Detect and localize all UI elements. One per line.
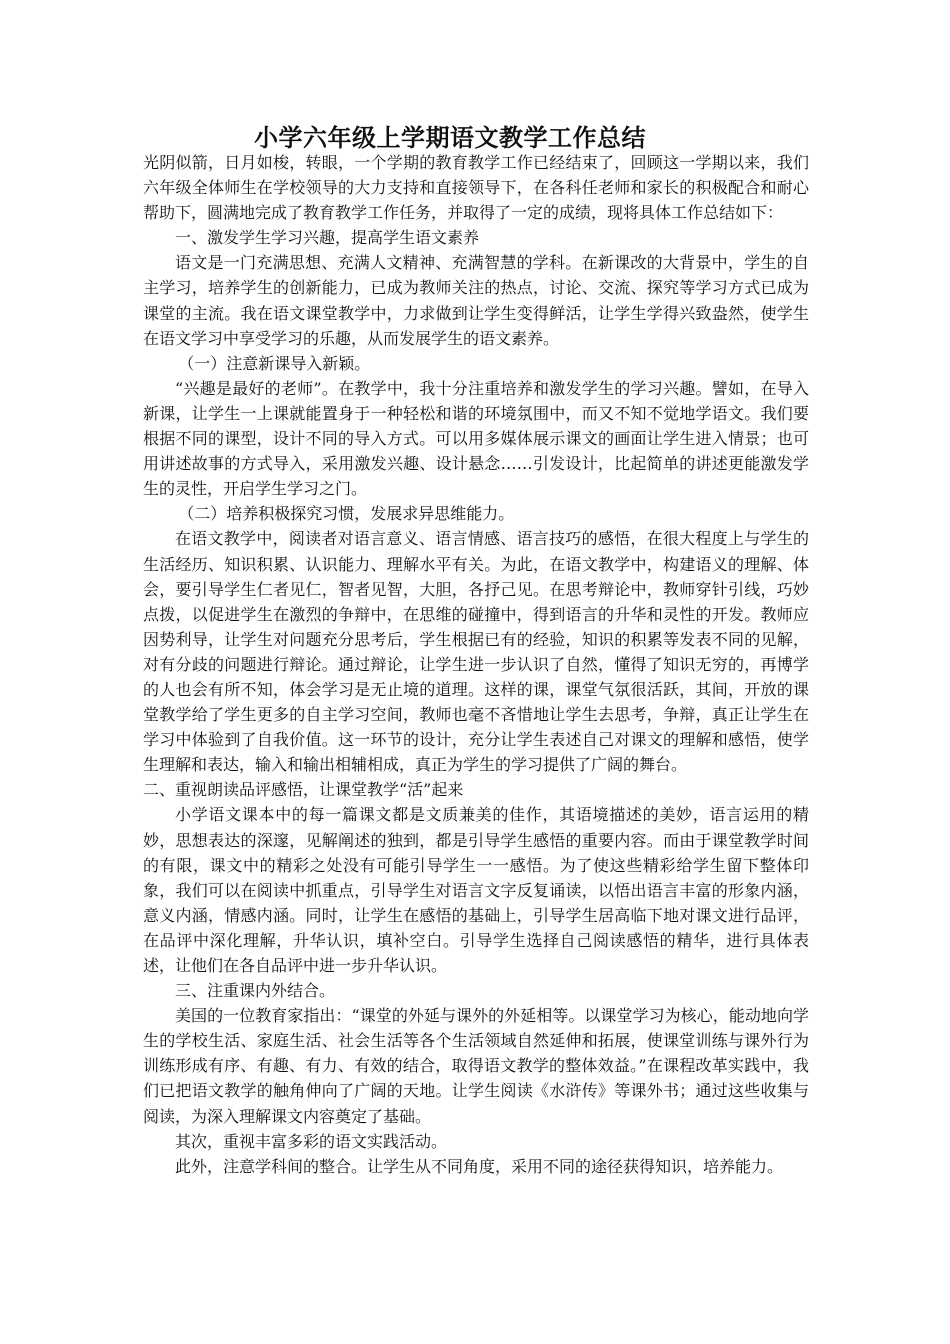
body-paragraph: 语文是一门充满思想、充满人文精神、充满智慧的学科。在新课改的大背景中，学生的自主学习，培养学生的创新能力，已成为教师关注的热点，讨论、交流、探究等学习方式已成为课堂的主流。我在语文课堂教学中，力求做到让学生变得鲜活，让学生学得兴致盎然，使学生在语文学习中享受学习的乐趣，从而发展学生的语文素养。 [143, 253, 809, 348]
body-paragraph: 在语文教学中，阅读者对语言意义、语言情感、语言技巧的感悟，在很大程度上与学生的生活经历、知识积累、认识能力、理解水平有关。为此，在语文教学中，构建语义的理解、体会，要引导学生仁者见仁，智者见智，大胆，各抒己见。在思考辩论中，教师穿针引线，巧妙点拨，以促进学生在激烈的争辩中，在思维的碰撞中，得到语言的升华和灵性的开发。教师应因势利导，让学生对问题充分思考后，学生根据已有的经验，知识的积累等发表不同的见解，对有分歧的问题进行辩论。通过辩论，让学生进一步认识了自然，懂得了知识无穷的，再博学的人也会有所不知，体会学习是无止境的道理。这样的课，课堂气氛很活跃，其间，开放的课堂教学给了学生更多的自主学习空间，教师也毫不吝惜地让学生去思考，争辩，真正让学生在学习中体验到了自我价值。这一环节的设计，充分让学生表述自己对课文的理解和感悟，使学生理解和表达，输入和输出相辅相成，真正为学生的学习提供了广阔的舞台。 [143, 529, 809, 775]
body-paragraph: 美国的一位教育家指出：“课堂的外延与课外的外延相等。以课堂学习为核心，能动地向学生的学校生活、家庭生活、社会生活等各个生活领域自然延伸和拓展，使课堂训练与课外行为训练形成有序、有趣、有力、有效的结合，取得语文教学的整体效益。”在课程改革实践中，我们已把语文教学的触角伸向了广阔的天地。让学生阅读《水浒传》等课外书；通过这些收集与阅读，为深入理解课文内容奠定了基础。 [143, 1006, 809, 1126]
body-paragraph: “兴趣是最好的老师”。在教学中，我十分注重培养和激发学生的学习兴趣。譬如，在导入新课，让学生一上课就能置身于一种轻松和谐的环境氛围中，而又不知不觉地学语文。我们要根据不同的课型，设计不同的导入方式。可以用多媒体展示课文的画面让学生进入情景；也可用讲述故事的方式导入，采用激发兴趣、设计悬念……引发设计，比起简单的讲述更能激发学生的灵性，开启学生学习之门。 [143, 378, 809, 499]
section-heading-1: 一、激发学生学习兴趣，提高学生语文素养 [175, 228, 480, 248]
body-paragraph: 其次，重视丰富多彩的语文实践活动。 [175, 1131, 448, 1151]
section-heading-3: 三、注重课内外结合。 [175, 981, 336, 1001]
subsection-heading-2: （二）培养积极探究习惯，发展求异思维能力。 [178, 504, 515, 524]
body-paragraph: 小学语文课本中的每一篇课文都是文质兼美的佳作，其语境描述的美妙，语言运用的精妙，思想表达的深邃，见解阐述的独到，都是引导学生感悟的重要内容。而由于课堂教学时间的有限，课文中的精彩之处没有可能引导学生一一感悟。为了使这些精彩给学生留下整体印象，我们可以在阅读中抓重点，引导学生对语言文字反复诵读，以悟出语言丰富的形象内涵，意义内涵，情感内涵。同时，让学生在感悟的基础上，引导学生居高临下地对课文进行品评，在品评中深化理解，升华认识，填补空白。引导学生选择自己阅读感悟的精华，进行具体表述，让他们在各自品评中进一步升华认识。 [143, 805, 809, 975]
section-heading-2: 二、重视朗读品评感悟，让课堂教学“活”起来 [143, 780, 464, 800]
subsection-heading-1: （一）注意新课导入新颖。 [178, 353, 371, 373]
document-body [143, 150, 809, 1179]
document-title: 小学六年级上学期语文教学工作总结 [254, 124, 646, 152]
intro-paragraph: 光阴似箭，日月如梭，转眼，一个学期的教育教学工作已经结束了，回顾这一学期以来，我们六年级全体师生在学校领导的大力支持和直接领导下，在各科任老师和家长的积极配合和耐心帮助下，圆满地完成了教育教学工作任务，并取得了一定的成绩，现将具体工作总结如下： [143, 153, 809, 223]
body-paragraph: 此外，注意学科间的整合。让学生从不同角度，采用不同的途径获得知识，培养能力。 [175, 1156, 784, 1176]
